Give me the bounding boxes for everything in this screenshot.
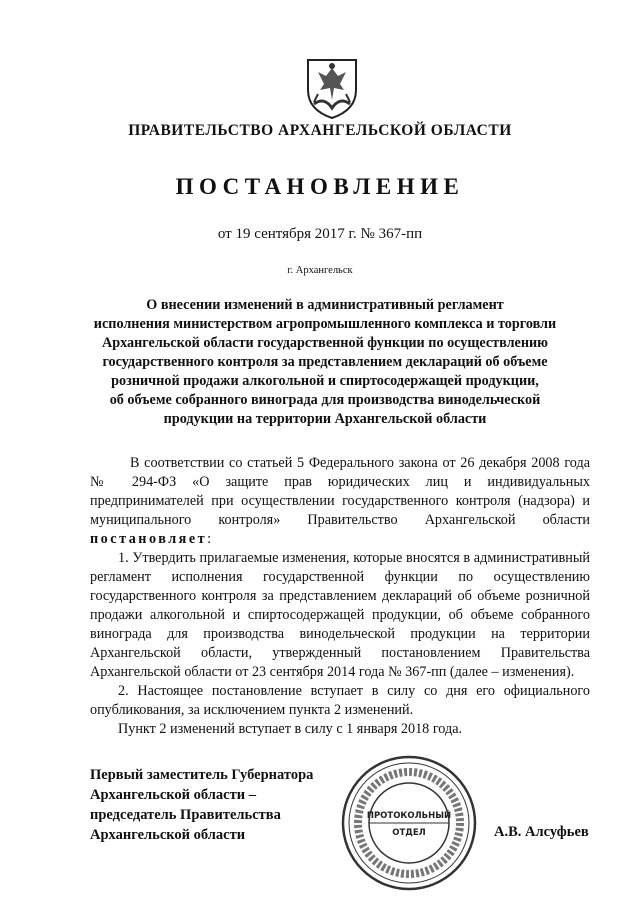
stamp-label-bottom: ОТДЕЛ bbox=[392, 828, 426, 838]
position-line: Архангельской области bbox=[90, 827, 246, 843]
document-type: ПОСТАНОВЛЕНИЕ bbox=[175, 174, 465, 199]
arkhangelsk-coat-of-arms-icon bbox=[304, 56, 360, 120]
title-line: Архангельской области государственной функции по осуществлению bbox=[101, 335, 549, 351]
preamble-paragraph bbox=[90, 454, 590, 549]
position-line: Первый заместитель Губернатора bbox=[90, 767, 314, 783]
decree-word: постановляет bbox=[90, 531, 208, 547]
position-line: председатель Правительства bbox=[90, 807, 281, 823]
signatory-position bbox=[90, 765, 313, 845]
document-city: г. Архангельск bbox=[287, 265, 353, 276]
stamp-label-top: ПРОТОКОЛЬНЫЙ bbox=[366, 811, 452, 821]
document-date-number: от 19 сентября 2017 г. № 367-пп bbox=[217, 226, 423, 242]
item-2-paragraph: 2. Настоящее постановление вступает в силу со дня его официального опубликования, за исключением пункта 2 изменений. bbox=[90, 683, 590, 718]
item-1-paragraph: 1. Утвердить прилагаемые изменения, которые вносятся в административный регламент исполнения государственной функции по осуществлению государственного контроля за представлением деклараций об объеме розничной продажи алкогольной и спиртосодержащей продукции, об объеме собранного винограда для производства винодельческой продукции на территории Архангельской области, утвержденный постановлением Правительства Архангельской области от 23 сентября 2014 года № 367-пп (далее – изменения). bbox=[90, 550, 590, 680]
government-name: ПРАВИТЕЛЬСТВО АРХАНГЕЛЬСКОЙ ОБЛАСТИ bbox=[128, 122, 512, 139]
document-title bbox=[80, 296, 570, 429]
title-line: розничной продажи алкогольной и спиртосодержащей продукции, bbox=[111, 373, 539, 389]
item-2-note-paragraph: Пункт 2 изменений вступает в силу с 1 января 2018 года. bbox=[118, 721, 463, 737]
title-line: об объеме собранного винограда для производства винодельческой bbox=[109, 392, 541, 408]
preamble-text: В соответствии со статьей 5 Федерального закона от 26 декабря 2008 года № 294-ФЗ «О защите прав юридических лиц и индивидуальных предпринимателей при осуществлении государственного контроля (надзора) и муниципального контроля» Правительство Архангельской области bbox=[90, 455, 590, 528]
official-round-stamp-icon bbox=[339, 753, 479, 893]
signatory-name: А.В. Алсуфьев bbox=[494, 824, 589, 840]
title-line: О внесении изменений в административный регламент bbox=[146, 297, 504, 313]
title-line: государственного контроля за представлением деклараций об объеме bbox=[102, 354, 548, 370]
position-line: Архангельской области – bbox=[90, 787, 256, 803]
title-line: исполнения министерством агропромышленного комплекса и торговли bbox=[93, 316, 557, 332]
decree-colon: : bbox=[207, 531, 212, 547]
document-body bbox=[90, 454, 590, 739]
title-line: продукции на территории Архангельской области bbox=[163, 411, 487, 427]
